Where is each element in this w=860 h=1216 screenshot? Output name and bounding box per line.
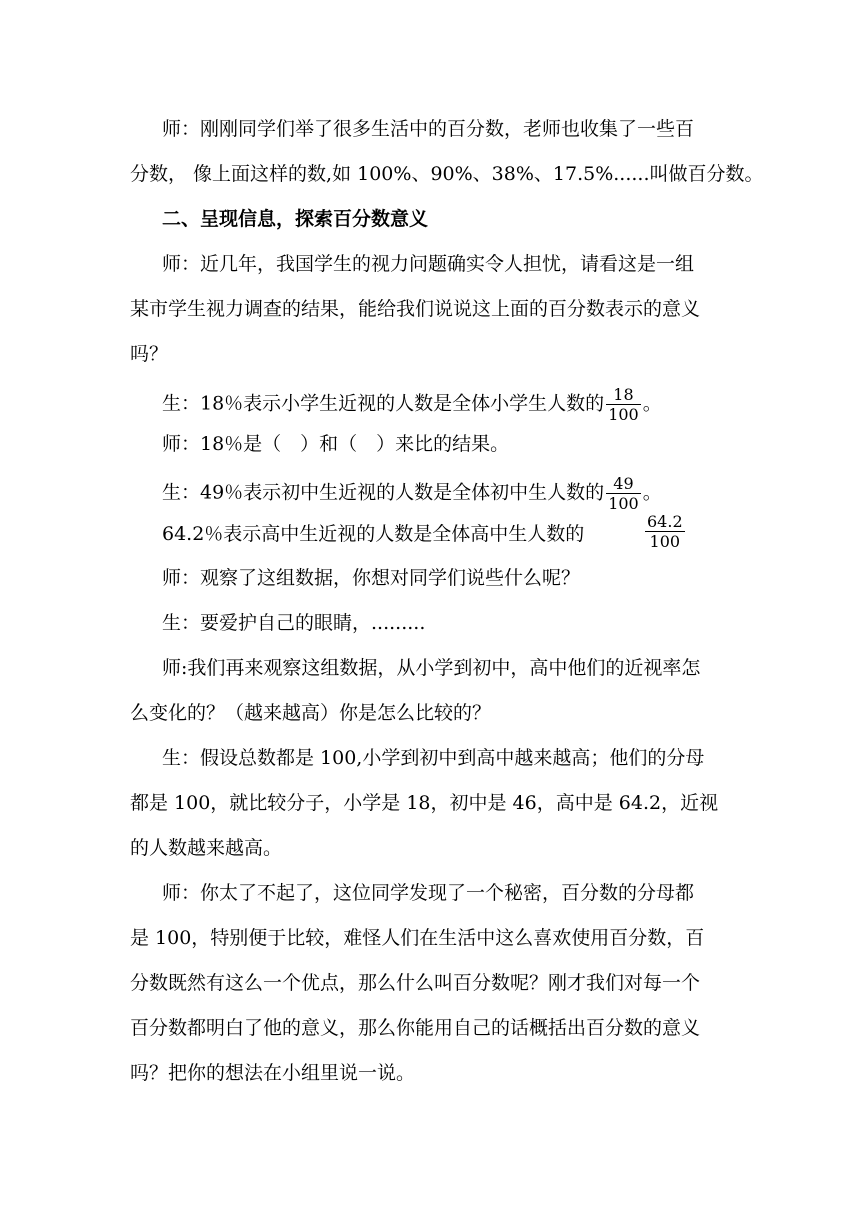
paragraph-line: 师：你太了不起了，这位同学发现了一个秘密，百分数的分母都 [162,882,695,904]
paragraph-line: 分数既然有这么一个优点，那么什么叫百分数呢？刚才我们对每一个 [130,972,701,994]
paragraph-line: 师：近几年，我国学生的视力问题确实令人担忧，请看这是一组 [162,253,695,275]
fraction [606,385,641,424]
student-answer-line: 生：要爱护自己的眼睛，......... [162,612,426,634]
fraction-denominator: 100 [608,405,639,424]
student-answer-line [162,474,662,513]
paragraph-line: 的人数越来越高。 [130,837,283,859]
paragraph-line: 某市学生视力调查的结果，能给我们说说这上面的百分数表示的意义 [130,298,701,320]
fraction [606,474,641,513]
fraction-numerator: 64.2 [647,512,683,531]
fraction [645,512,685,551]
section-heading: 二、呈现信息，探索百分数意义 [162,208,429,230]
paragraph-line: 师：刚刚同学们举了很多生活中的百分数，老师也收集了一些百 [162,118,695,140]
paragraph-line: 吗？把你的想法在小组里说一说。 [130,1062,416,1084]
teacher-question-line: 师：观察了这组数据，你想对同学们说些什么呢？ [162,567,581,589]
fraction-numerator: 49 [613,474,634,493]
paragraph-line: 么变化的？（越来越高）你是怎么比较的？ [130,702,492,724]
paragraph-line: 师:我们再来观察这组数据，从小学到初中，高中他们的近视率怎 [162,657,701,679]
paragraph-line: 百分数都明白了他的意义，那么你能用自己的话概括出百分数的意义 [130,1017,701,1039]
student-answer-line [162,385,662,424]
answer-text: 生：49％表示初中生近视的人数是全体初中生人数的 [162,481,605,504]
answer-tail: 。 [642,481,662,504]
fraction-denominator: 100 [645,531,685,551]
answer-continuation-line: 64.2％表示高中生近视的人数是全体高中生人数的 [162,523,585,545]
answer-text: 生：18％表示小学生近视的人数是全体小学生人数的 [162,392,605,415]
fraction-denominator: 100 [608,494,639,513]
paragraph-line: 生：假设总数都是 100,小学到初中到高中越来越高；他们的分母 [162,747,705,769]
paragraph-line: 都是 100，就比较分子，小学是 18，初中是 46，高中是 64.2，近视 [130,792,719,814]
paragraph-line: 是 100，特别便于比较，难怪人们在生活中这么喜欢使用百分数，百 [130,927,705,949]
paragraph-line: 吗？ [130,343,169,365]
paragraph-line: 分数， 像上面这样的数,如 100%、90%、38%、17.5%......叫做百分数。 [130,163,764,185]
teacher-question-line: 师：18％是（ ）和（ ）来比的结果。 [162,433,510,455]
fraction-numerator: 18 [613,385,634,404]
answer-tail: 。 [642,392,662,415]
